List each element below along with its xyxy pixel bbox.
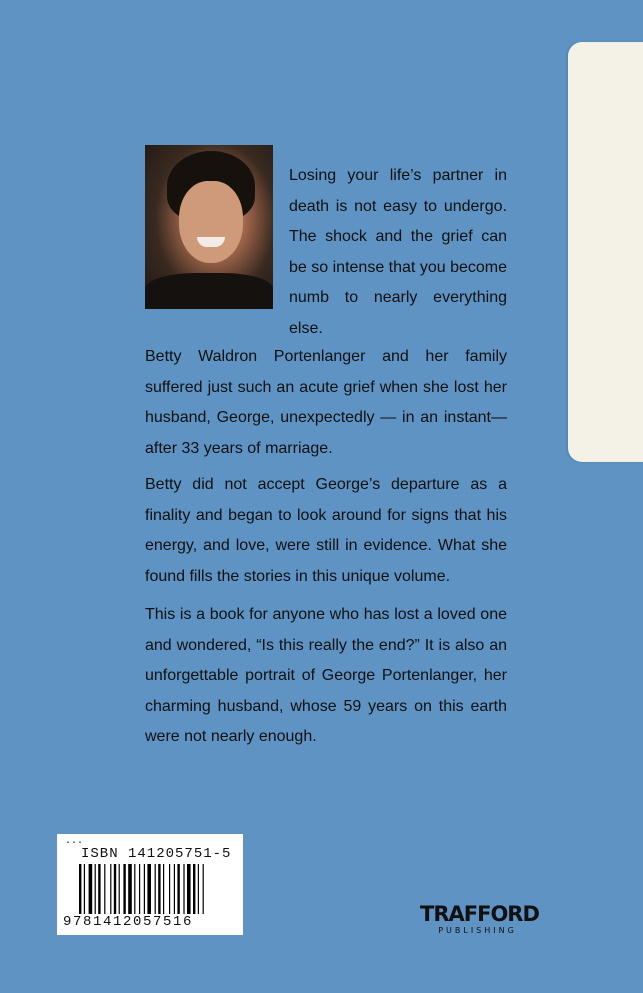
barcode-stripe xyxy=(114,864,116,914)
body-paragraph-2: Betty did not accept George’s departure as a finality and began to look around for signs that his energy, and love, were still in evidence. What she found fills the stories in this unique volume. xyxy=(145,476,507,585)
barcode-stripe xyxy=(183,864,184,914)
barcode-stripe xyxy=(95,864,96,914)
barcode-stripe xyxy=(187,864,191,914)
barcode-stripe xyxy=(147,864,151,914)
publisher-sub: PUBLISHING xyxy=(438,926,517,935)
body-paragraph-1: Betty Waldron Portenlanger and her family suffered just such an acute grief when she lost her husband, George, unexpectedly — in an instant— after 33 years of marriage. xyxy=(145,348,507,457)
barcode-stripe xyxy=(123,864,125,914)
barcode-stripe xyxy=(169,864,170,914)
barcode-stripe xyxy=(193,864,195,914)
photo-face xyxy=(179,181,243,263)
cream-side-tab xyxy=(568,42,643,462)
barcode-stripe xyxy=(134,864,135,914)
barcode-block xyxy=(57,834,243,935)
barcode-stripe xyxy=(139,864,140,914)
publisher-logo xyxy=(420,902,539,935)
barcode-stripe xyxy=(128,864,132,914)
barcode-number: 9781412057516 xyxy=(63,914,194,930)
barcode-bars xyxy=(79,864,229,914)
author-photo xyxy=(145,145,273,309)
body-paragraph-3: This is a book for anyone who has lost a loved one and wondered, “Is this really the end?” It is also an unforgettable portrait of George Portenlanger, her charming husband, whose 59 years on this earth were not nearly enough. xyxy=(145,606,507,745)
barcode-stripe xyxy=(104,864,105,914)
barcode-stripe xyxy=(98,864,100,914)
barcode-stripe xyxy=(89,864,93,914)
barcode-stripe xyxy=(198,864,199,914)
barcode-stripe xyxy=(110,864,111,914)
barcode-stripe xyxy=(119,864,120,914)
intro-paragraph: Losing your life’s partner in death is not easy to undergo. The shock and the grief can be so intense that you become numb to nearly everything else. xyxy=(289,167,507,337)
barcode-stripe xyxy=(79,864,81,914)
barcode-dots: ... xyxy=(65,836,84,847)
publisher-name: TRAFFORD xyxy=(420,902,539,926)
barcode-stripe xyxy=(177,864,179,914)
barcode-stripe xyxy=(155,864,156,914)
photo-shirt xyxy=(145,273,273,309)
barcode-stripe xyxy=(163,864,164,914)
barcode-stripe xyxy=(203,864,204,914)
barcode-stripe xyxy=(84,864,85,914)
barcode-stripe xyxy=(158,864,160,914)
barcode-stripe xyxy=(174,864,175,914)
isbn-label: ISBN 141205751-5 xyxy=(81,846,232,862)
barcode-stripe xyxy=(144,864,145,914)
